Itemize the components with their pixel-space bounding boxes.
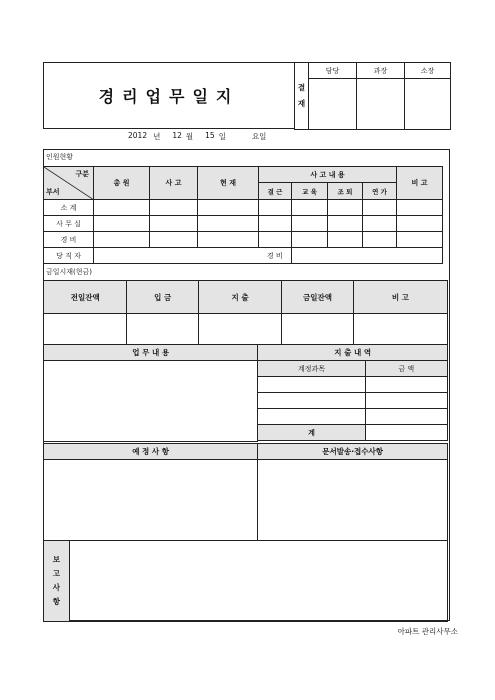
expense-detail-header: 지 출 내 역 bbox=[258, 345, 448, 361]
report-label-cell bbox=[44, 541, 70, 622]
date-day-unit: 일 bbox=[218, 132, 226, 141]
guard-value-cell[interactable] bbox=[292, 248, 443, 264]
report-label-char: 보 bbox=[52, 555, 61, 564]
document-log-area[interactable] bbox=[258, 460, 448, 541]
expense-total-cell[interactable] bbox=[365, 425, 447, 441]
cell[interactable] bbox=[259, 200, 292, 216]
guard-label: 경 비 bbox=[266, 251, 283, 260]
plan-table bbox=[43, 443, 448, 541]
footer-text: 아파트 관리사무소 bbox=[397, 627, 458, 636]
personnel-table bbox=[43, 166, 443, 264]
work-content-header: 업 무 내 용 bbox=[44, 345, 258, 361]
date-year-unit: 년 bbox=[153, 132, 161, 141]
plan-content-area[interactable] bbox=[44, 460, 258, 541]
amount-cell[interactable] bbox=[365, 393, 447, 409]
document-title: 경리업무일지 bbox=[98, 87, 240, 106]
fund-header-prev-balance: 전일잔액 bbox=[44, 281, 127, 314]
date-month: 12 bbox=[172, 131, 182, 140]
cell[interactable] bbox=[328, 216, 363, 232]
cell[interactable] bbox=[397, 200, 443, 216]
header-total: 총 원 bbox=[94, 167, 150, 200]
amount-cell[interactable] bbox=[365, 377, 447, 393]
report-content-area[interactable] bbox=[69, 541, 447, 622]
approval-label bbox=[295, 63, 309, 130]
fund-prev-balance-cell[interactable] bbox=[44, 314, 127, 345]
cell[interactable] bbox=[363, 216, 397, 232]
sub-header-absence: 결 근 bbox=[259, 183, 292, 200]
cell[interactable] bbox=[198, 200, 259, 216]
approval-table bbox=[294, 62, 451, 130]
header-accident-detail: 사 고 내 용 bbox=[259, 167, 397, 183]
cell[interactable] bbox=[259, 232, 292, 248]
cell[interactable] bbox=[150, 216, 198, 232]
cell[interactable] bbox=[363, 200, 397, 216]
fund-deposit-cell[interactable] bbox=[127, 314, 198, 345]
expense-total-label: 계 bbox=[258, 425, 365, 441]
approval-label-char: 재 bbox=[297, 99, 306, 108]
row-label-subtotal: 소 계 bbox=[44, 200, 94, 216]
approval-col-chief: 과장 bbox=[357, 63, 405, 79]
row-label-office: 사 무 실 bbox=[44, 216, 94, 232]
account-cell[interactable] bbox=[258, 409, 365, 425]
fund-header-today-balance: 금일잔액 bbox=[282, 281, 354, 314]
cell[interactable] bbox=[397, 232, 443, 248]
amount-cell[interactable] bbox=[365, 409, 447, 425]
cell[interactable] bbox=[198, 232, 259, 248]
fund-section-label: 금일시재(현금) bbox=[46, 268, 93, 276]
sub-header-early-leave: 조 퇴 bbox=[328, 183, 363, 200]
row-label-duty: 당 직 자 bbox=[44, 248, 94, 264]
account-cell[interactable] bbox=[258, 377, 365, 393]
approval-sign-chief[interactable] bbox=[357, 79, 405, 130]
cell[interactable] bbox=[94, 216, 150, 232]
cell[interactable] bbox=[259, 216, 292, 232]
header-remarks: 비 고 bbox=[397, 167, 443, 200]
cell[interactable] bbox=[94, 200, 150, 216]
approval-col-manager: 담당 bbox=[309, 63, 357, 79]
work-table bbox=[43, 344, 448, 442]
amount-header: 금 액 bbox=[365, 361, 447, 377]
row-label-guard: 경 비 bbox=[44, 232, 94, 248]
approval-col-director: 소장 bbox=[405, 63, 451, 79]
document-log-header: 문서발송·접수사항 bbox=[258, 444, 448, 460]
date-year: 2012 bbox=[128, 131, 148, 140]
fund-today-balance-cell[interactable] bbox=[282, 314, 354, 345]
account-header: 계정과목 bbox=[258, 361, 365, 377]
report-label-char: 사 bbox=[52, 583, 61, 592]
approval-label-char: 결 bbox=[297, 83, 306, 92]
date-day: 15 bbox=[205, 131, 215, 140]
sub-header-training: 교 육 bbox=[292, 183, 328, 200]
work-content-area[interactable] bbox=[44, 361, 258, 442]
fund-header-deposit: 입 금 bbox=[127, 281, 198, 314]
fund-remarks-cell[interactable] bbox=[353, 314, 447, 345]
duty-value-cell[interactable] bbox=[94, 248, 259, 264]
corner-bottom-label: 부서 bbox=[46, 188, 60, 196]
report-label-char: 고 bbox=[52, 569, 61, 578]
cell[interactable] bbox=[94, 232, 150, 248]
cell[interactable] bbox=[328, 200, 363, 216]
personnel-corner-cell bbox=[44, 167, 94, 200]
cell[interactable] bbox=[363, 232, 397, 248]
date-weekday-unit: 요일 bbox=[251, 132, 267, 141]
date-line bbox=[128, 131, 328, 143]
cell[interactable] bbox=[328, 232, 363, 248]
fund-table bbox=[43, 280, 448, 345]
report-table bbox=[43, 540, 448, 622]
footer-org bbox=[368, 626, 458, 638]
approval-sign-manager[interactable] bbox=[309, 79, 357, 130]
account-cell[interactable] bbox=[258, 393, 365, 409]
cell[interactable] bbox=[198, 216, 259, 232]
corner-top-label: 구분 bbox=[75, 170, 89, 178]
cell[interactable] bbox=[292, 200, 328, 216]
title-box bbox=[43, 62, 295, 129]
fund-header-remarks: 비 고 bbox=[353, 281, 447, 314]
plan-header: 예 정 사 항 bbox=[44, 444, 258, 460]
cell[interactable] bbox=[150, 200, 198, 216]
header-present: 현 재 bbox=[198, 167, 259, 200]
main-form bbox=[43, 149, 450, 621]
personnel-section-label: 인원현황 bbox=[46, 153, 74, 161]
fund-header-expense: 지 출 bbox=[198, 281, 281, 314]
cell[interactable] bbox=[150, 232, 198, 248]
cell[interactable] bbox=[397, 216, 443, 232]
header-accident: 사 고 bbox=[150, 167, 198, 200]
guard-label-cell bbox=[259, 248, 292, 264]
sub-header-vacation: 연 가 bbox=[363, 183, 397, 200]
approval-sign-director[interactable] bbox=[405, 79, 451, 130]
cell[interactable] bbox=[292, 216, 328, 232]
fund-expense-cell[interactable] bbox=[198, 314, 281, 345]
date-month-unit: 월 bbox=[185, 132, 194, 141]
cell[interactable] bbox=[292, 232, 328, 248]
report-label-char: 항 bbox=[52, 597, 61, 606]
